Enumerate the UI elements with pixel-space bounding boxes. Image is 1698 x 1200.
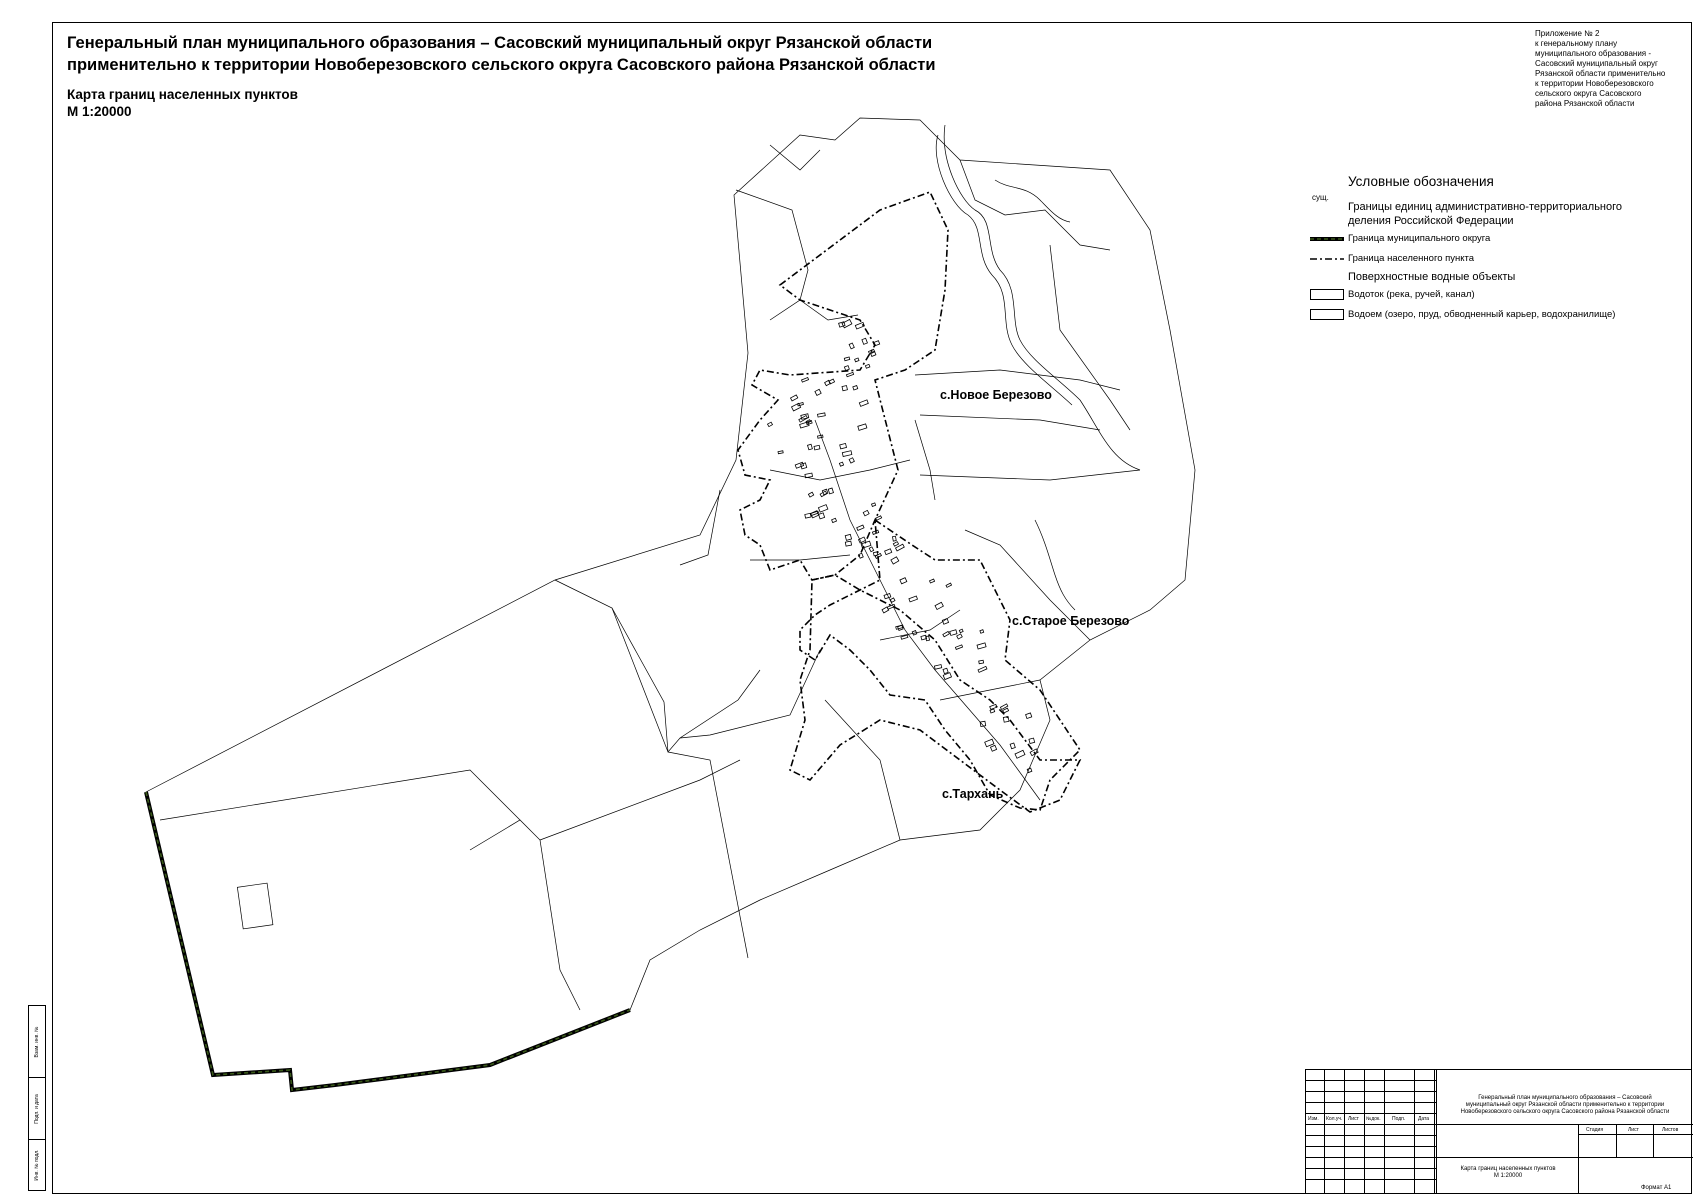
building	[863, 510, 869, 516]
legend-waterbody-label: Водоем (озеро, пруд, обводненный карьер, водохранилище)	[1348, 309, 1616, 320]
field-parcel	[920, 470, 1140, 480]
building	[1003, 708, 1009, 713]
side-stamp-cell: Инв. № подл.	[34, 1149, 40, 1181]
building	[909, 596, 918, 602]
building	[849, 458, 854, 463]
river	[1035, 520, 1075, 610]
field-parcel	[940, 680, 1040, 700]
tb-col: Кол.уч.	[1326, 1116, 1343, 1122]
building	[882, 607, 889, 613]
building	[822, 489, 828, 494]
building	[890, 598, 895, 602]
settlement-border-tarkhan	[790, 575, 1080, 812]
building	[1015, 750, 1025, 758]
tb-stage: Стадия	[1586, 1127, 1604, 1133]
building	[978, 666, 987, 672]
building	[876, 516, 882, 520]
building	[808, 492, 813, 497]
building	[979, 660, 984, 664]
municipal-border-symbol	[1310, 232, 1344, 246]
field-parcel	[1050, 245, 1130, 430]
building	[872, 503, 876, 507]
building	[768, 422, 773, 427]
legend-municipal-label: Граница муниципального округа	[1348, 233, 1491, 244]
river	[936, 135, 1072, 405]
legend-code: сущ.	[1312, 193, 1329, 202]
building	[1029, 738, 1035, 743]
field-parcel	[555, 580, 760, 752]
building	[980, 630, 984, 634]
legend-title: Условные обозначения	[1348, 174, 1494, 189]
building	[815, 389, 821, 395]
label-novoe-berezovo: с.Новое Березово	[940, 388, 1052, 402]
building	[884, 593, 891, 598]
label-tarkhan: с.Тархань	[942, 787, 1004, 801]
building	[943, 668, 948, 673]
building	[842, 451, 852, 457]
building	[891, 557, 899, 564]
building	[840, 443, 847, 448]
building	[991, 745, 997, 751]
building	[795, 462, 803, 468]
field-parcel	[680, 490, 720, 565]
building	[934, 665, 941, 670]
field-parcel	[237, 883, 273, 929]
side-stamp	[28, 1005, 46, 1191]
building	[959, 629, 963, 633]
building	[1010, 743, 1015, 749]
building	[839, 322, 845, 327]
side-stamp-cell: Подп. и дата	[29, 1078, 45, 1140]
tb-project-title: Генеральный план муниципального образования – Сасовский муниципальный округ Рязанской области применительно к территории Новоберезовского сельского округа Сасовского района Рязанской области	[1460, 1095, 1670, 1115]
territory-outline	[146, 118, 1195, 1090]
building	[845, 534, 851, 540]
settlement-border-symbol	[1310, 252, 1344, 266]
building	[990, 704, 997, 709]
field-parcel	[915, 370, 1120, 390]
map-title: Генеральный план муниципального образования – Сасовский муниципальный округ Рязанской области применительно к территории Новоберезовского сельского округа Сасовского района Рязанской области	[67, 34, 936, 74]
building	[862, 338, 868, 344]
title-block	[1305, 1069, 1692, 1194]
building	[1027, 768, 1032, 773]
building	[858, 424, 867, 430]
building	[900, 578, 907, 584]
watercourse-swatch	[1310, 289, 1344, 300]
appendix-note: Приложение № 2 к генеральному плану муниципального образования - Сасовский муниципальный округ Рязанской области применительно к территории Новоберезовского сельского округа Сасовского района Рязанской области	[1535, 29, 1666, 108]
building	[849, 343, 854, 349]
tb-col: Дата	[1418, 1116, 1430, 1122]
building	[893, 542, 898, 547]
building	[885, 549, 892, 555]
municipal-border-west	[146, 792, 630, 1090]
field-parcel	[540, 760, 740, 840]
building	[845, 541, 851, 546]
map-subtitle: Карта границ населенных пунктов М 1:20000	[67, 87, 298, 119]
building	[985, 739, 994, 747]
building	[955, 645, 962, 650]
legend-settlement-label: Граница населенного пункта	[1348, 253, 1475, 264]
building	[828, 488, 833, 494]
building	[778, 451, 783, 454]
road	[915, 420, 935, 500]
building	[839, 462, 843, 466]
building	[842, 386, 847, 391]
building	[819, 513, 825, 519]
legend-group-water: Поверхностные водные объекты	[1348, 271, 1516, 283]
building	[865, 364, 870, 368]
format-label: Формат А1	[1641, 1185, 1672, 1191]
building	[935, 602, 943, 609]
side-stamp-cell: Взам. инв. №	[29, 1006, 45, 1078]
tb-sheet: Лист	[1628, 1127, 1639, 1133]
building	[818, 505, 827, 513]
field-parcel	[680, 650, 820, 738]
field-parcel	[770, 145, 820, 170]
building	[814, 445, 820, 450]
building	[844, 357, 849, 361]
field-parcel	[825, 700, 900, 840]
waterbody-swatch	[1310, 309, 1344, 320]
building	[943, 631, 950, 636]
field-parcel	[736, 190, 808, 320]
river	[944, 125, 1140, 470]
building	[818, 413, 826, 417]
building	[950, 630, 957, 636]
tb-col: №док.	[1366, 1116, 1381, 1122]
municipal-border-west-inner	[146, 792, 630, 1090]
tb-sheet-name: Карта границ населенных пунктов М 1:20000	[1460, 1166, 1556, 1179]
building	[855, 358, 859, 362]
field-parcel	[920, 415, 1100, 430]
building	[893, 536, 897, 541]
building	[859, 537, 866, 543]
building	[832, 518, 837, 522]
road	[815, 420, 1040, 800]
field-parcel	[960, 160, 1110, 250]
legend-group-admin: Границы единиц административно-территориального деления Российской Федерации	[1348, 201, 1623, 227]
building	[844, 366, 849, 371]
building	[792, 403, 801, 411]
building	[1026, 713, 1032, 719]
building	[859, 400, 868, 406]
river	[995, 180, 1070, 222]
building	[808, 444, 813, 450]
field-parcel	[668, 752, 748, 958]
building	[791, 395, 798, 401]
building	[957, 634, 963, 639]
building	[846, 372, 853, 376]
building	[946, 583, 952, 587]
building	[977, 643, 986, 649]
building	[857, 525, 864, 530]
building	[842, 319, 852, 327]
tb-col: Подп.	[1392, 1116, 1406, 1122]
tb-col: Лист	[1348, 1116, 1359, 1122]
field-parcel	[160, 770, 520, 820]
building	[818, 435, 824, 438]
building	[930, 579, 935, 583]
building	[802, 377, 809, 382]
legend-watercourse-label: Водоток (река, ручей, канал)	[1348, 289, 1475, 300]
building	[869, 547, 873, 552]
field-parcel	[470, 820, 580, 1010]
building	[853, 386, 858, 390]
road	[880, 610, 960, 640]
label-staroe-berezovo: с.Старое Березово	[1012, 614, 1130, 628]
tb-col: Изм.	[1308, 1116, 1319, 1122]
tb-sheets: Листов	[1662, 1127, 1679, 1133]
